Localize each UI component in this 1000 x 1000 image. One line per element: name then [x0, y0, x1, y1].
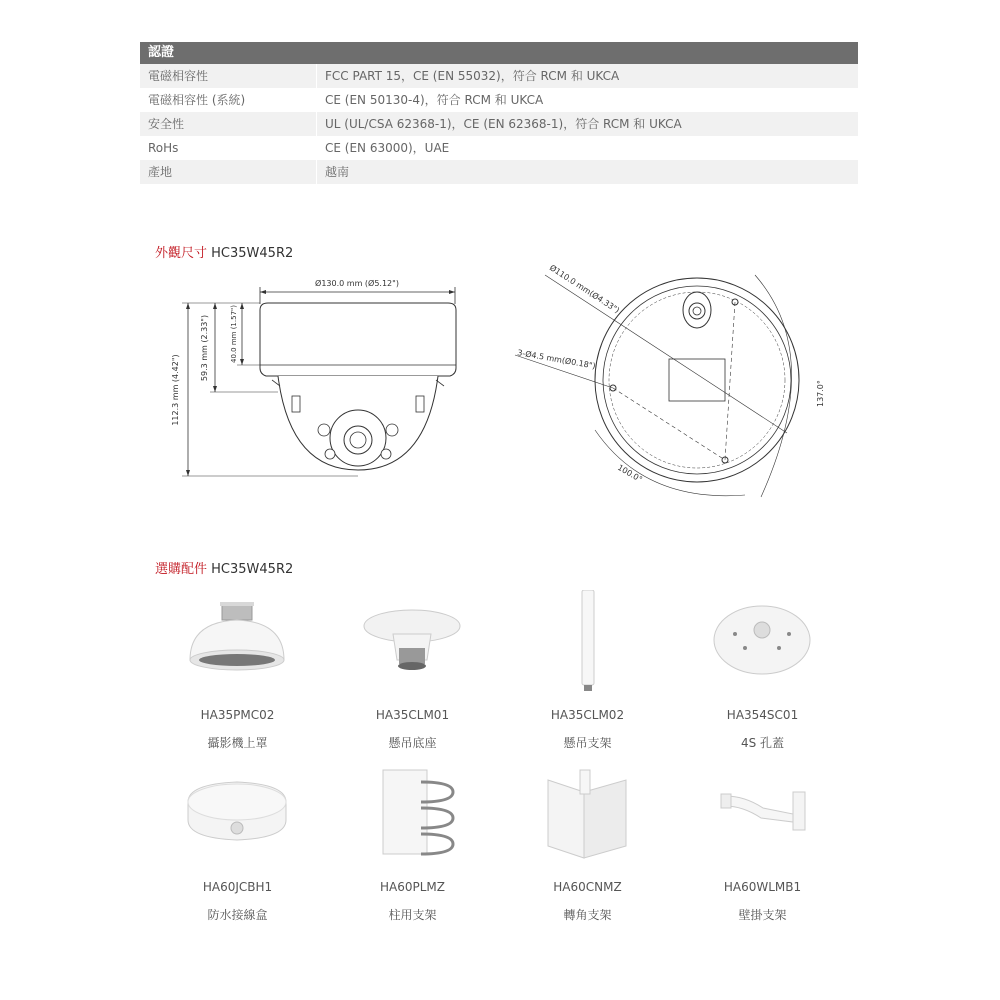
accessory-name: 壁掛支架 [738, 908, 787, 922]
accessory-code: HA60PLMZ [380, 880, 445, 894]
pole-mount-icon [325, 762, 500, 872]
hole-label: 3-Ø4.5 mm(Ø0.18") [516, 348, 597, 371]
certification-rows [140, 64, 858, 184]
table-row [140, 136, 858, 160]
accessories-title [155, 558, 293, 577]
accessory-name: 柱用支架 [388, 908, 437, 922]
row-label: RoHs [140, 136, 317, 160]
row-value: CE (EN 63000)，UAE [325, 141, 450, 155]
accessories-title-prefix: 選購配件 [155, 562, 208, 577]
adapter-plate-icon [675, 590, 850, 700]
accessory-code: HA60CNMZ [553, 880, 622, 894]
accessory-item [500, 590, 675, 751]
accessory-item [675, 762, 850, 923]
accessory-item [325, 762, 500, 923]
accessory-code: HA60WLMB1 [723, 880, 802, 894]
accessory-item [150, 590, 325, 751]
table-row [140, 160, 858, 184]
accessory-item [675, 590, 850, 751]
dimensions-model: HC35W45R2 [211, 246, 294, 261]
corner-mount-icon [500, 762, 675, 872]
accessory-item [150, 762, 325, 923]
accessory-code: HA35PMC02 [200, 708, 275, 722]
row-label: 安全性 [140, 112, 317, 136]
width-label: Ø130.0 mm (Ø5.12") [315, 279, 399, 288]
accessory-name: 攝影機上罩 [207, 736, 268, 750]
height-mid-label: 59.3 mm (2.33") [200, 314, 209, 382]
table-row [140, 112, 858, 136]
accessory-item [500, 762, 675, 923]
accessories-model: HC35W45R2 [211, 562, 294, 577]
certification-header: 認證 [140, 42, 858, 64]
angle2-label: 137.0° [816, 380, 825, 407]
row-label: 電磁相容性 [140, 64, 317, 88]
accessory-name: 懸吊支架 [563, 736, 612, 750]
junction-box-icon [150, 762, 325, 872]
dimensions-title [155, 242, 293, 261]
accessory-code: HA60JCBH1 [202, 880, 273, 894]
side-view-drawing [160, 270, 480, 490]
dimensions-title-prefix: 外觀尺寸 [155, 246, 208, 261]
ceiling-mount-icon [325, 590, 500, 700]
accessory-item [325, 590, 500, 751]
pendant-cap-icon [150, 590, 325, 700]
row-value: CE (EN 50130-4)，符合 RCM 和 UKCA [325, 93, 544, 107]
certification-table [140, 42, 858, 184]
accessory-name: 4S 孔蓋 [740, 736, 785, 750]
diameter-label: Ø110.0 mm(Ø4.33") [547, 263, 622, 315]
pendant-pole-icon [500, 590, 675, 700]
wall-mount-icon [675, 762, 850, 872]
accessory-name: 轉角支架 [563, 908, 612, 922]
row-label: 產地 [140, 160, 317, 184]
table-row [140, 64, 858, 88]
accessory-code: HA35CLM01 [375, 708, 450, 722]
row-value: FCC PART 15，CE (EN 55032)，符合 RCM 和 UKCA [325, 69, 620, 83]
height-top-label: 40.0 mm (1.57") [230, 305, 238, 363]
table-row [140, 88, 858, 112]
accessory-name: 懸吊底座 [388, 736, 437, 750]
angle1-label: 100.0° [616, 462, 644, 485]
row-value: 越南 [325, 165, 350, 179]
accessory-code: HA354SC01 [726, 708, 799, 722]
accessory-name: 防水接線盒 [207, 908, 268, 922]
top-view-drawing [505, 255, 835, 505]
height-total-label: 112.3 mm (4.42") [171, 354, 180, 426]
row-value: UL (UL/CSA 62368-1)，CE (EN 62368-1)，符合 RCM 和 UKCA [325, 117, 682, 131]
row-label: 電磁相容性 (系統) [140, 88, 317, 112]
accessory-code: HA35CLM02 [550, 708, 625, 722]
